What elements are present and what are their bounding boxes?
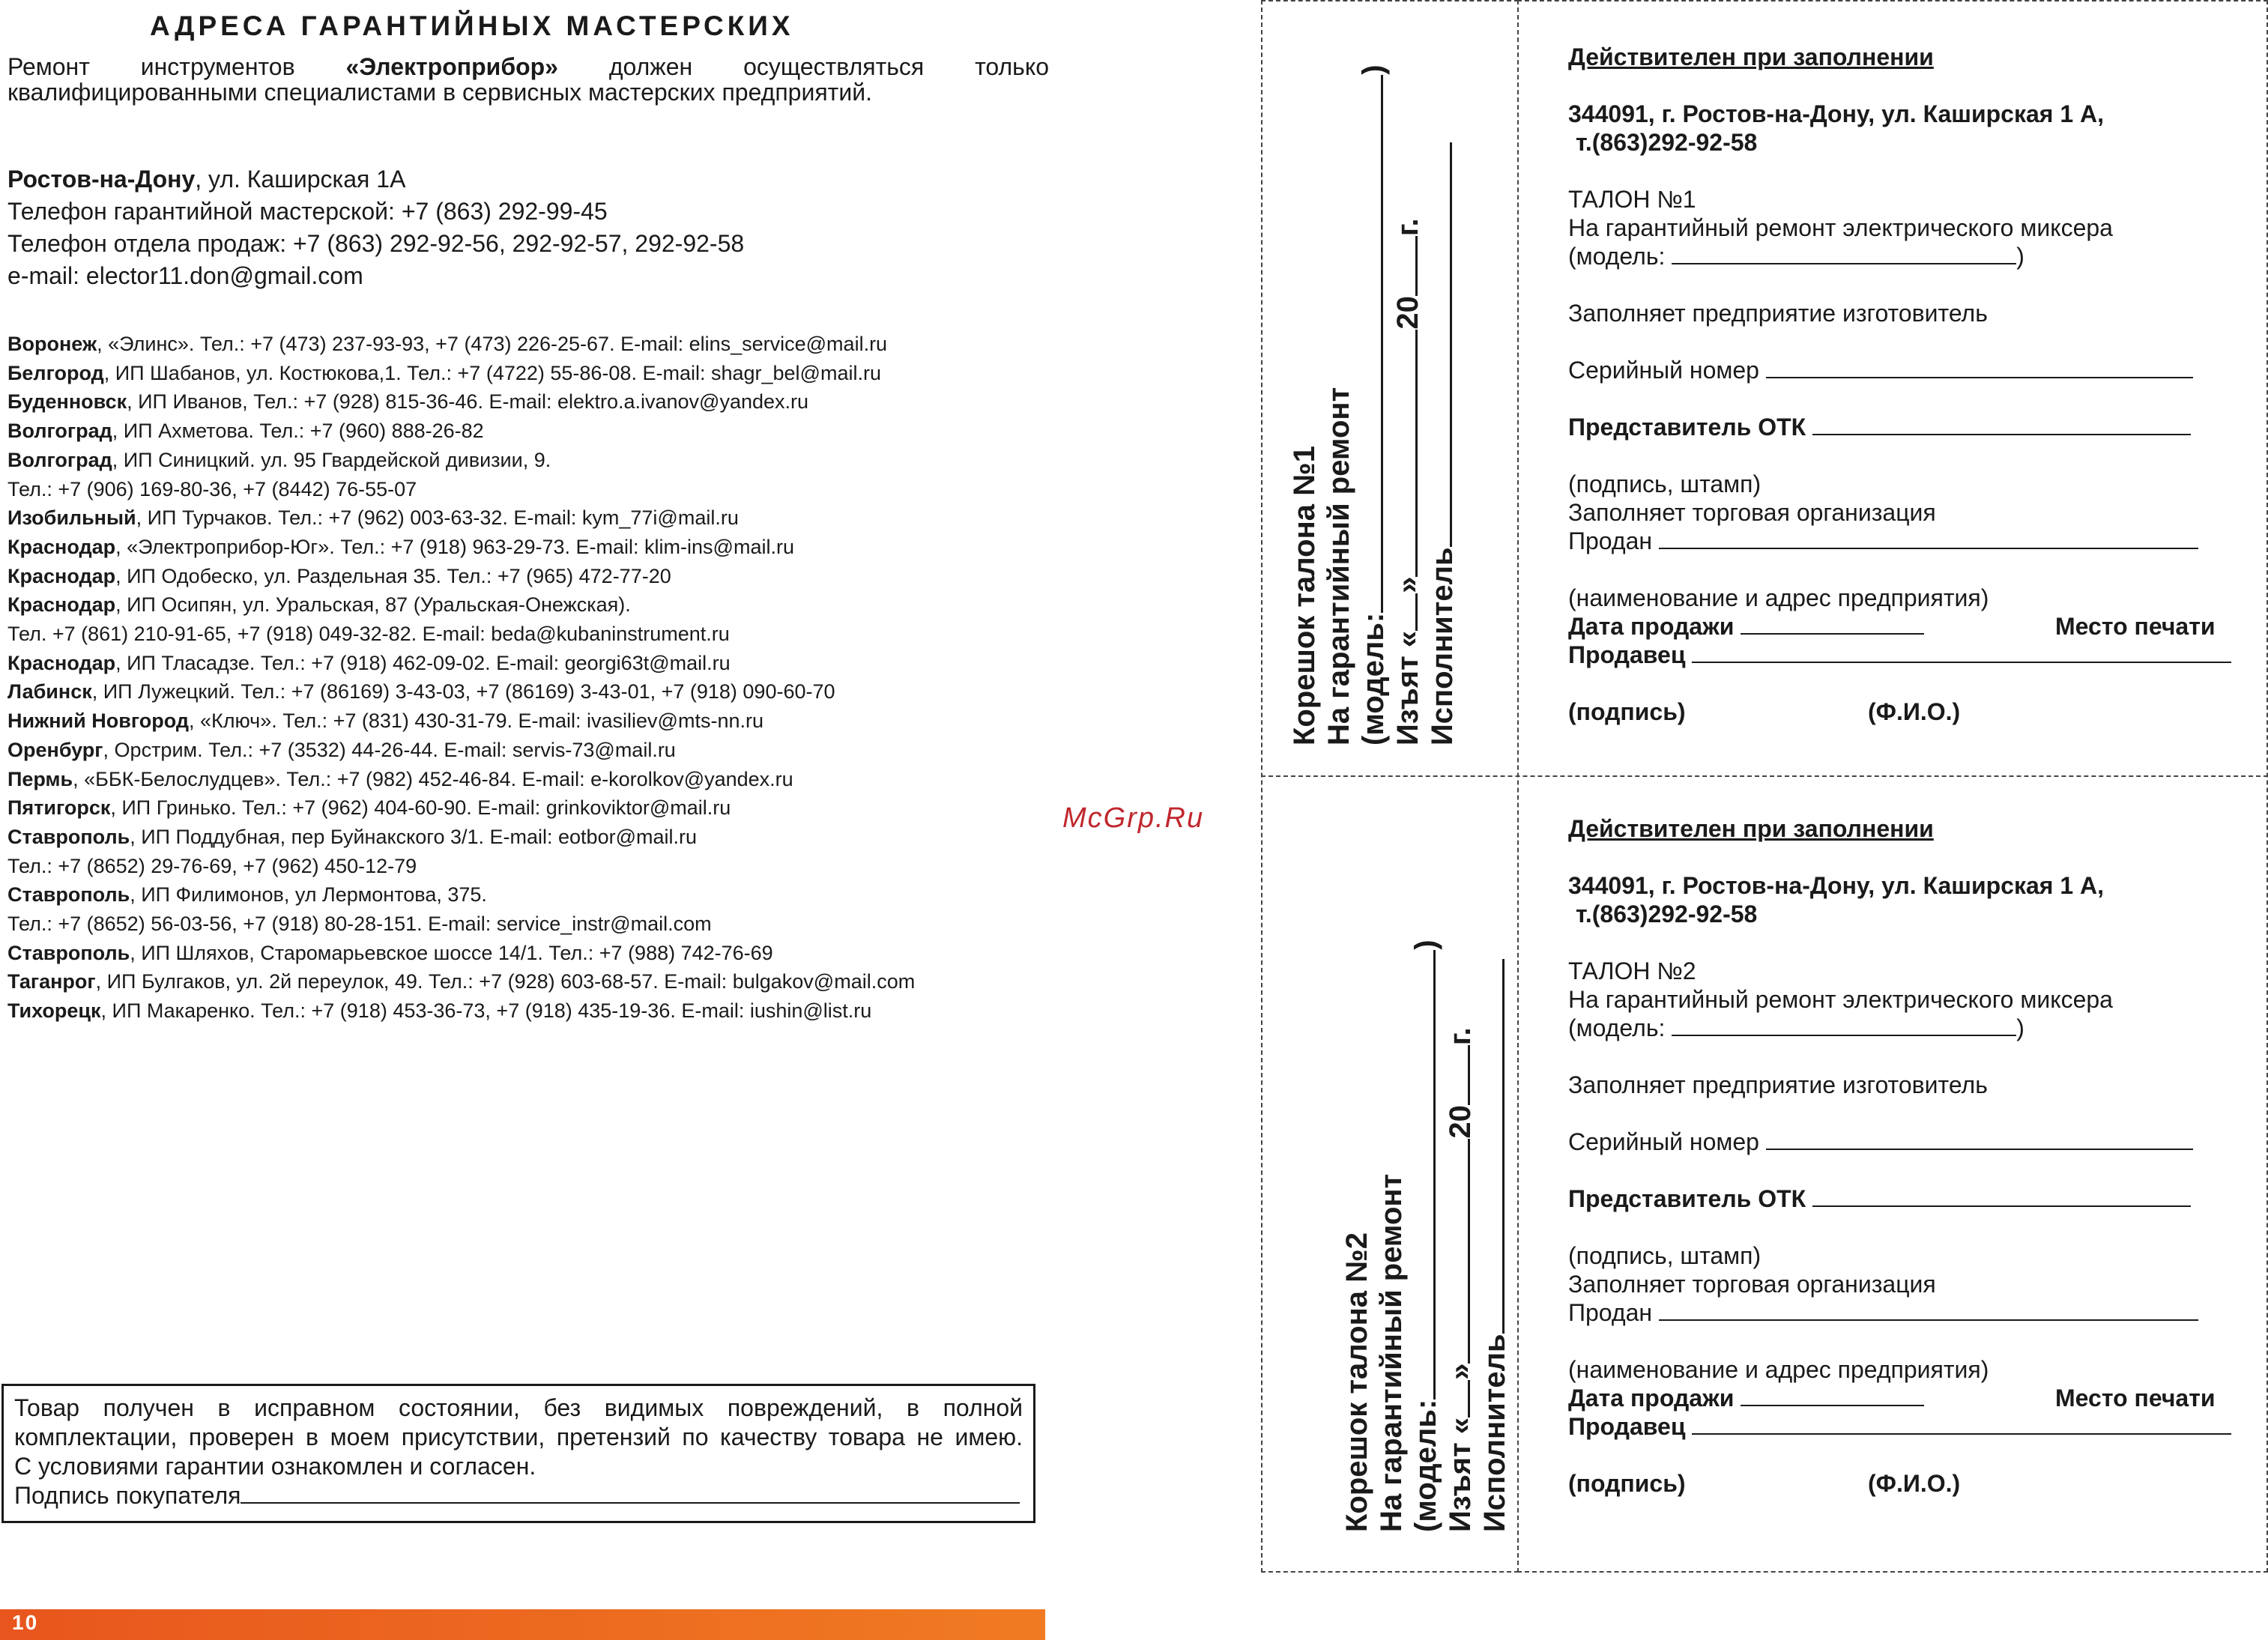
- main-email: e-mail: elector11.don@gmail.com: [7, 262, 363, 289]
- address-details: , ИП Шабанов, ул. Костюкова,1. Тел.: +7 (4722) 55-86-08. E-mail: shagr_bel@mail.ru: [103, 361, 881, 384]
- receipt-box: [1, 1384, 1035, 1523]
- coupon2-sale-date: Дата продажи: [1568, 1385, 1735, 1411]
- coupon1-stamp-place: Место печати: [2055, 613, 2216, 640]
- stub2-taken-row: [1443, 783, 1478, 1532]
- address-city: Краснодар: [7, 651, 116, 674]
- address-row: [7, 620, 915, 649]
- stub2-taken: Изъят «: [1444, 1417, 1477, 1532]
- stub1-model-row: [1356, 0, 1391, 745]
- address-row: [7, 823, 915, 852]
- coupon1-repair: На гарантийный ремонт электрического миксера: [1568, 214, 2113, 241]
- coupon1-sold: Продан: [1568, 527, 1653, 554]
- address-details: , ИП Одобеско, ул. Раздельная 35. Тел.: +7 (965) 472-77-20: [115, 564, 671, 587]
- watermark-text: McGrp.Ru: [1062, 802, 1205, 834]
- address-details: Тел.: +7 (906) 169-80-36, +7 (8442) 76-55-07: [7, 477, 417, 500]
- stub1-executor-line: [1427, 142, 1452, 547]
- address-city: Волгоград: [7, 420, 112, 443]
- coupon2-signature: (подпись): [1568, 1470, 1686, 1497]
- address-city: Лабинск: [7, 680, 92, 703]
- address-row: [7, 387, 915, 417]
- stub2-month-line: [1445, 1139, 1470, 1364]
- address-row: [7, 706, 915, 736]
- address-row: [7, 967, 915, 996]
- coupon1-address1: 344091, г. Ростов-на-Дону, ул. Каширская 1 А,: [1568, 100, 2105, 127]
- stub2-repair: На гарантийный ремонт: [1375, 1173, 1408, 1532]
- coupon1-seller: Продавец: [1568, 641, 1686, 668]
- coupon1-valid: Действителен при заполнении: [1568, 43, 1934, 70]
- coupon2-repair: На гарантийный ремонт электрического миксера: [1568, 986, 2113, 1013]
- address-details: , ИП Иванов, Тел.: +7 (928) 815-36-46. E-mail: elektro.a.ivanov@yandex.ru: [127, 390, 809, 414]
- stub2-g: г.: [1444, 1027, 1477, 1046]
- stub2-model-row: [1409, 783, 1443, 1532]
- address-city: Пермь: [7, 767, 73, 790]
- coupon1-model-close: ): [2016, 243, 2024, 270]
- stub1-month-line: [1393, 330, 1418, 577]
- stub1-year: 20: [1391, 296, 1424, 330]
- coupon2-stamp-place: Место печати: [2055, 1385, 2216, 1411]
- stub2-title: Корешок талона №2: [1340, 1232, 1373, 1532]
- stub2-executor-row: [1478, 783, 1512, 1532]
- stub1-executor-row: [1425, 0, 1460, 745]
- receipt-line1: Товар получен в исправном состоянии, без видимых повреждений, в полной: [14, 1394, 1023, 1421]
- stub1-title: Корешок талона №1: [1288, 446, 1321, 745]
- address-row: [7, 736, 915, 765]
- address-details: , ИП Ахметова. Тел.: +7 (960) 888-26-82: [112, 420, 484, 443]
- coupon2-otk-line: [1812, 1186, 2191, 1207]
- stub1-model: (модель:: [1357, 612, 1390, 745]
- address-row: [7, 503, 915, 533]
- stub2-model: (модель:: [1409, 1399, 1442, 1532]
- intro-post: должен осуществляться только: [557, 53, 1050, 80]
- stub1-day-line: [1393, 593, 1418, 631]
- coupon2-otk-row: [1568, 1184, 2191, 1213]
- coupon1-talon: ТАЛОН №1: [1568, 186, 1696, 213]
- stub1-repair: На гарантийный ремонт: [1322, 387, 1355, 745]
- coupon1-otk: Представитель ОТК: [1568, 414, 1806, 441]
- stub1-quote: »: [1391, 576, 1424, 593]
- stub1-model-close: ): [1357, 64, 1390, 75]
- coupon2-sold-row: [1568, 1298, 2198, 1327]
- coupon2-serial: Серийный номер: [1568, 1128, 1759, 1155]
- stub1-executor: Исполнитель: [1426, 547, 1459, 745]
- stub2-executor-line: [1480, 959, 1505, 1334]
- coupon1-sign-stamp: (подпись, штамп): [1568, 470, 1762, 497]
- stub1-year-line: [1393, 236, 1418, 296]
- stub1-g: г.: [1391, 218, 1424, 237]
- address-details: , «Ключ». Тел.: +7 (831) 430-31-79. E-mail: ivasiliev@mts-nn.ru: [189, 709, 763, 733]
- signature-line: [241, 1483, 1020, 1504]
- address-details: , «ББК-Белослудцев». Тел.: +7 (982) 452-46-84. E-mail: e-korolkov@yandex.ru: [73, 767, 793, 790]
- coupon-1: [1568, 0, 2258, 772]
- coupon2-address1: 344091, г. Ростов-на-Дону, ул. Каширская 1 А,: [1568, 872, 2105, 899]
- address-city: Белгород: [7, 361, 104, 384]
- address-row: [7, 446, 915, 475]
- coupon1-fio: (Ф.И.О.): [1868, 698, 1961, 725]
- coupon1-seller-row: [1568, 641, 2231, 669]
- coupon1-sale-date: Дата продажи: [1568, 613, 1735, 640]
- stub-1: [1287, 0, 1460, 745]
- address-details: , ИП Гринько. Тел.: +7 (962) 404-60-90. E-mail: grinkoviktor@mail.ru: [110, 796, 731, 820]
- coupon2-sold: Продан: [1568, 1299, 1653, 1326]
- receipt-line4: Подпись покупателя: [14, 1482, 241, 1509]
- coupon2-model-row: [1568, 1014, 2024, 1042]
- intro-paragraph: [7, 54, 1049, 105]
- address-details: , ИП Лужецкий. Тел.: +7 (86169) 3-43-03, +7 (86169) 3-43-01, +7 (918) 090-60-70: [91, 680, 835, 703]
- address-city: Оренбург: [7, 738, 103, 761]
- address-row: [7, 330, 915, 359]
- address-details: , ИП Шляхов, Старомарьевское шоссе 14/1. Тел.: +7 (988) 742-76-69: [130, 941, 773, 964]
- address-city: Волгоград: [7, 448, 112, 471]
- coupon1-sale-date-row: [1568, 612, 1924, 641]
- stub1-taken: Изъят «: [1391, 630, 1424, 745]
- stub2-quote: »: [1444, 1363, 1477, 1380]
- address-details: , ИП Макаренко. Тел.: +7 (918) 453-36-73, +7 (918) 435-19-36. E-mail: iushin@list.ru: [100, 999, 872, 1023]
- address-city: Ставрополь: [7, 825, 130, 848]
- coupon2-model: (модель:: [1568, 1014, 1666, 1041]
- address-row: [7, 475, 915, 504]
- receipt-signature-row: [14, 1481, 1023, 1510]
- coupon1-model-line: [1672, 243, 2016, 264]
- intro-brand: «Электроприбор»: [345, 53, 558, 80]
- coupon2-valid: Действителен при заполнении: [1568, 815, 1934, 842]
- coupon2-talon: ТАЛОН №2: [1568, 957, 1696, 984]
- coupon2-sold-line: [1659, 1300, 2198, 1321]
- address-row: [7, 649, 915, 678]
- address-row: [7, 852, 915, 881]
- address-row: [7, 910, 915, 939]
- coupon1-model-row: [1568, 242, 2024, 270]
- coupon1-address2: т.(863)292-92-58: [1576, 129, 1758, 156]
- address-city: Краснодар: [7, 564, 116, 587]
- coupon2-sign-stamp: (подпись, штамп): [1568, 1242, 1762, 1269]
- address-city: Краснодар: [7, 535, 116, 558]
- coupon-2: [1568, 772, 2258, 1566]
- address-row: [7, 533, 915, 562]
- address-city: Ставрополь: [7, 883, 130, 907]
- address-list: [7, 330, 915, 1026]
- address-row: [7, 996, 915, 1026]
- address-details: , ИП Турчаков. Тел.: +7 (962) 003-63-32. E-mail: kym_77i@mail.ru: [136, 506, 739, 530]
- coupon2-seller-line: [1692, 1414, 2231, 1435]
- address-details: , ИП Тласадзе. Тел.: +7 (918) 462-09-02. E-mail: georgi63t@mail.ru: [115, 651, 731, 674]
- coupon1-model: (модель:: [1568, 243, 1666, 270]
- coupon1-serial-row: [1568, 356, 2193, 384]
- main-address: [7, 163, 744, 292]
- coupon1-sold-row: [1568, 527, 2198, 555]
- coupon2-seller: Продавец: [1568, 1413, 1686, 1440]
- coupon2-model-line: [1672, 1015, 2016, 1036]
- main-city: Ростов-на-Дону: [7, 166, 196, 193]
- address-details: Тел.: +7 (8652) 29-76-69, +7 (962) 450-12-79: [7, 854, 417, 877]
- coupon1-otk-row: [1568, 413, 2191, 441]
- coupon2-org-name: (наименование и адрес предприятия): [1568, 1356, 1989, 1383]
- coupon2-seller-row: [1568, 1412, 2231, 1441]
- stub2-day-line: [1445, 1380, 1470, 1417]
- intro-line2: квалифицированными специалистами в сервисных мастерских предприятий.: [7, 79, 872, 106]
- address-city: Тихорецк: [7, 999, 101, 1023]
- address-city: Нижний Новгород: [7, 709, 189, 733]
- address-city: Буденновск: [7, 390, 127, 414]
- coupon2-sale-date-line: [1741, 1385, 1924, 1406]
- address-details: , ИП Осипян, ул. Уральская, 87 (Уральская-Онежская).: [115, 593, 631, 617]
- coupon1-serial-line: [1766, 357, 2193, 378]
- address-city: Изобильный: [7, 506, 136, 530]
- stub1-model-line: [1358, 75, 1383, 613]
- address-row: [7, 939, 915, 968]
- address-row: [7, 765, 915, 794]
- coupon2-manufacturer: Заполняет предприятие изготовитель: [1568, 1071, 1988, 1098]
- address-details: , ИП Синицкий. ул. 95 Гвардейской дивизии, 9.: [112, 448, 551, 471]
- address-city: Воронеж: [7, 333, 97, 355]
- stub2-year-line: [1445, 1045, 1470, 1105]
- address-details: , ИП Поддубная, пер Буйнакского 3/1. E-mail: eotbor@mail.ru: [130, 825, 698, 848]
- address-row: [7, 417, 915, 446]
- coupon1-otk-line: [1812, 414, 2191, 435]
- coupon2-fio: (Ф.И.О.): [1868, 1470, 1961, 1497]
- address-details: Тел.: +7 (8652) 56-03-56, +7 (918) 80-28-151. E-mail: service_instr@mail.com: [7, 913, 712, 936]
- coupon1-org-name: (наименование и адрес предприятия): [1568, 584, 1989, 611]
- address-row: [7, 880, 915, 910]
- stub2-model-close: ): [1409, 939, 1442, 950]
- address-details: , «Элинс». Тел.: +7 (473) 237-93-93, +7 (473) 226-25-67. E-mail: elins_service@mail.ru: [97, 333, 888, 355]
- address-details: , ИП Филимонов, ул Лермонтова, 375.: [130, 883, 487, 907]
- address-row: [7, 359, 915, 388]
- coupon1-trade-org: Заполняет торговая организация: [1568, 499, 1936, 526]
- stub2-executor: Исполнитель: [1478, 1334, 1511, 1532]
- coupon1-sold-line: [1659, 528, 2198, 549]
- address-city: Таганрог: [7, 970, 96, 993]
- address-row: [7, 793, 915, 823]
- coupon2-serial-line: [1766, 1129, 2193, 1150]
- coupon2-otk: Представитель ОТК: [1568, 1185, 1806, 1212]
- coupon2-sale-date-row: [1568, 1384, 1924, 1412]
- address-row: [7, 590, 915, 620]
- stub2-model-line: [1411, 950, 1436, 1400]
- main-phone-sales: Телефон отдела продаж: +7 (863) 292-92-56, 292-92-57, 292-92-58: [7, 230, 745, 257]
- address-city: Пятигорск: [7, 796, 111, 820]
- coupon2-address2: т.(863)292-92-58: [1576, 901, 1758, 928]
- address-city: Краснодар: [7, 593, 116, 617]
- address-details: , «Электроприбор-Юг». Тел.: +7 (918) 963-29-73. E-mail: klim-ins@mail.ru: [115, 535, 794, 558]
- coupon1-manufacturer: Заполняет предприятие изготовитель: [1568, 300, 1988, 327]
- coupon2-trade-org: Заполняет торговая организация: [1568, 1271, 1936, 1298]
- address-row: [7, 562, 915, 591]
- page-title: АДРЕСА ГАРАНТИЙНЫХ МАСТЕРСКИХ: [150, 10, 794, 41]
- stub-2: [1340, 783, 1512, 1532]
- receipt-line3: С условиями гарантии ознакомлен и согласен.: [14, 1453, 536, 1480]
- coupon1-signature: (подпись): [1568, 698, 1686, 725]
- coupon1-sale-date-line: [1741, 614, 1924, 635]
- address-details: Тел. +7 (861) 210-91-65, +7 (918) 049-32-82. E-mail: beda@kubaninstrument.ru: [7, 623, 730, 646]
- main-phone-workshop: Телефон гарантийной мастерской: +7 (863) 292-99-45: [7, 198, 608, 225]
- address-city: Ставрополь: [7, 941, 130, 964]
- intro-pre: Ремонт инструментов: [7, 53, 346, 80]
- main-street: , ул. Каширская 1А: [195, 166, 406, 193]
- footer-bar: [0, 1609, 1045, 1640]
- receipt-line2: комплектации, проверен в моем присутствии, претензий по качеству товара не имею.: [14, 1423, 1023, 1450]
- stub2-year: 20: [1444, 1105, 1477, 1139]
- coupon2-model-close: ): [2016, 1014, 2024, 1041]
- stub1-taken-row: [1391, 0, 1425, 745]
- address-details: , Орстрим. Тел.: +7 (3532) 44-26-44. E-mail: servis-73@mail.ru: [103, 738, 676, 761]
- coupon2-serial-row: [1568, 1128, 2193, 1156]
- coupon1-seller-line: [1692, 642, 2231, 663]
- coupon1-serial: Серийный номер: [1568, 357, 1759, 384]
- address-details: , ИП Булгаков, ул. 2й переулок, 49. Тел.: +7 (928) 603-68-57. E-mail: bulgakov@mail.com: [95, 970, 916, 993]
- page-number: 10: [12, 1611, 39, 1634]
- address-row: [7, 677, 915, 706]
